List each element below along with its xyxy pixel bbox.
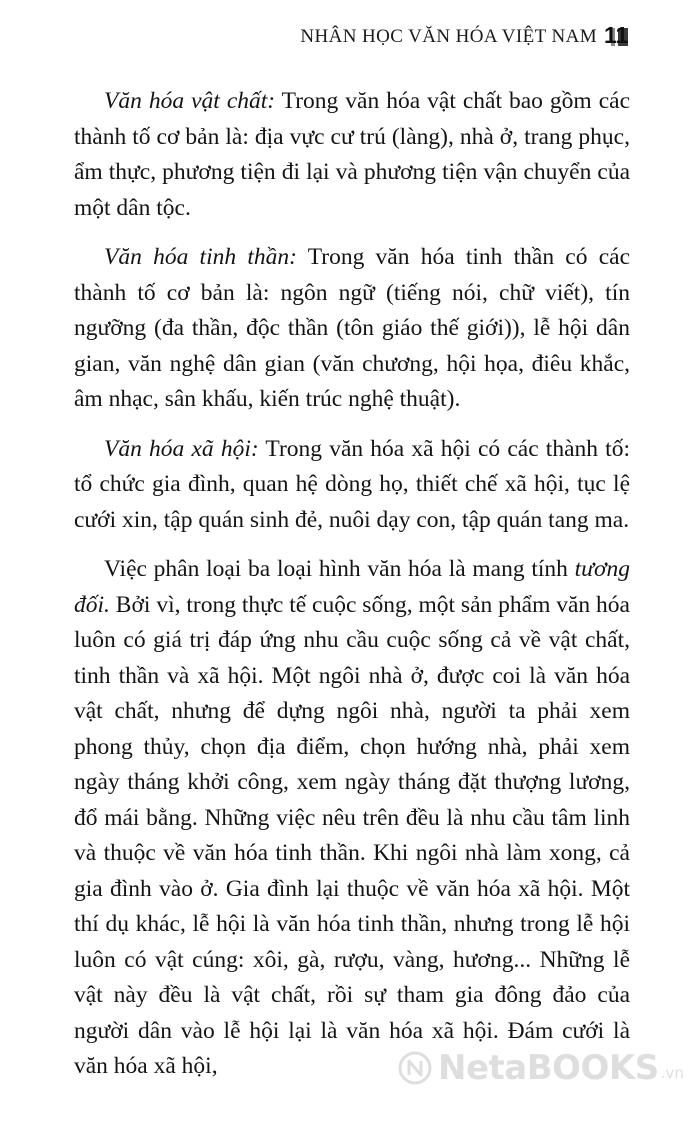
paragraph-text: Trong văn hóa tinh thần có các thành tố cơ bản là: ngôn ngữ (tiếng nói, chữ viết), tín ngưỡng (đa thần, độc thần (tôn giáo thế giới)), lễ hội dân gian, văn nghệ dân gian (văn chương, hội họa, điêu khắc, âm nhạc, sân khấu, kiến trúc nghệ thuật). bbox=[74, 244, 630, 412]
paragraph-text: Việc phân loại ba loại hình văn hóa là mang tính bbox=[104, 556, 575, 582]
paragraph-emphasis: tương đối. bbox=[74, 556, 630, 618]
paragraph-social-culture bbox=[74, 432, 630, 539]
running-header-title: NHÂN HỌC VĂN HÓA VIỆT NAM bbox=[300, 26, 597, 47]
watermark-text: NetaBOOKS bbox=[438, 1048, 659, 1088]
paragraph-material-culture bbox=[74, 84, 630, 226]
paragraph-spiritual-culture bbox=[74, 240, 630, 418]
paragraph-classification bbox=[74, 552, 630, 1085]
watermark-suffix: .vn bbox=[660, 1064, 684, 1082]
paragraph-text: Trong văn hóa xã hội có các thành tố: tổ chức gia đình, quan hệ dòng họ, thiết chế xã hội, tục lệ cưới xin, tập quán sinh đẻ, nuôi dạy con, tập quán tang ma. bbox=[74, 435, 630, 533]
body-text bbox=[74, 84, 630, 1094]
paragraph-lead: Văn hóa vật chất: bbox=[104, 88, 276, 114]
paragraph-text: Trong văn hóa vật chất bao gồm các thành tố cơ bản là: địa vực cư trú (làng), nhà ở, trang phục, ẩm thực, phương tiện đi lại và phương tiện vận chuyển của một dân tộc. bbox=[74, 88, 630, 221]
paragraph-text: Bởi vì, trong thực tế cuộc sống, một sản phẩm văn hóa luôn có giá trị đáp ứng nhu cầu cuộc sống cả về vật chất, tinh thần và xã hội. Một ngôi nhà ở, được coi là văn hóa vật chất, nhưng để dựng ngôi nhà, người ta phải xem phong thủy, chọn địa điểm, chọn hướng nhà, phải xem ngày tháng khởi công, xem ngày tháng đặt thượng lương, đổ mái bằng. Những việc nêu trên đều là nhu cầu tâm linh và thuộc về văn hóa tinh thần. Khi ngôi nhà làm xong, cả gia đình vào ở. Gia đình lại thuộc về văn hóa xã hội. Một thí dụ khác, lễ hội là văn hóa tinh thần, nhưng trong lễ hội luôn có vật cúng: xôi, gà, rượu, vàng, hương... Những lễ vật này đều là vật chất, rồi sự tham gia đông đảo của người dân vào lễ hội lại là văn hóa xã hội. Đám cưới là văn hóa xã hội, bbox=[74, 591, 630, 1079]
page-number: 11 bbox=[604, 22, 629, 48]
paragraph-lead: Văn hóa xã hội: bbox=[104, 435, 259, 462]
running-header bbox=[222, 26, 628, 48]
paragraph-lead: Văn hóa tinh thần: bbox=[104, 244, 297, 270]
